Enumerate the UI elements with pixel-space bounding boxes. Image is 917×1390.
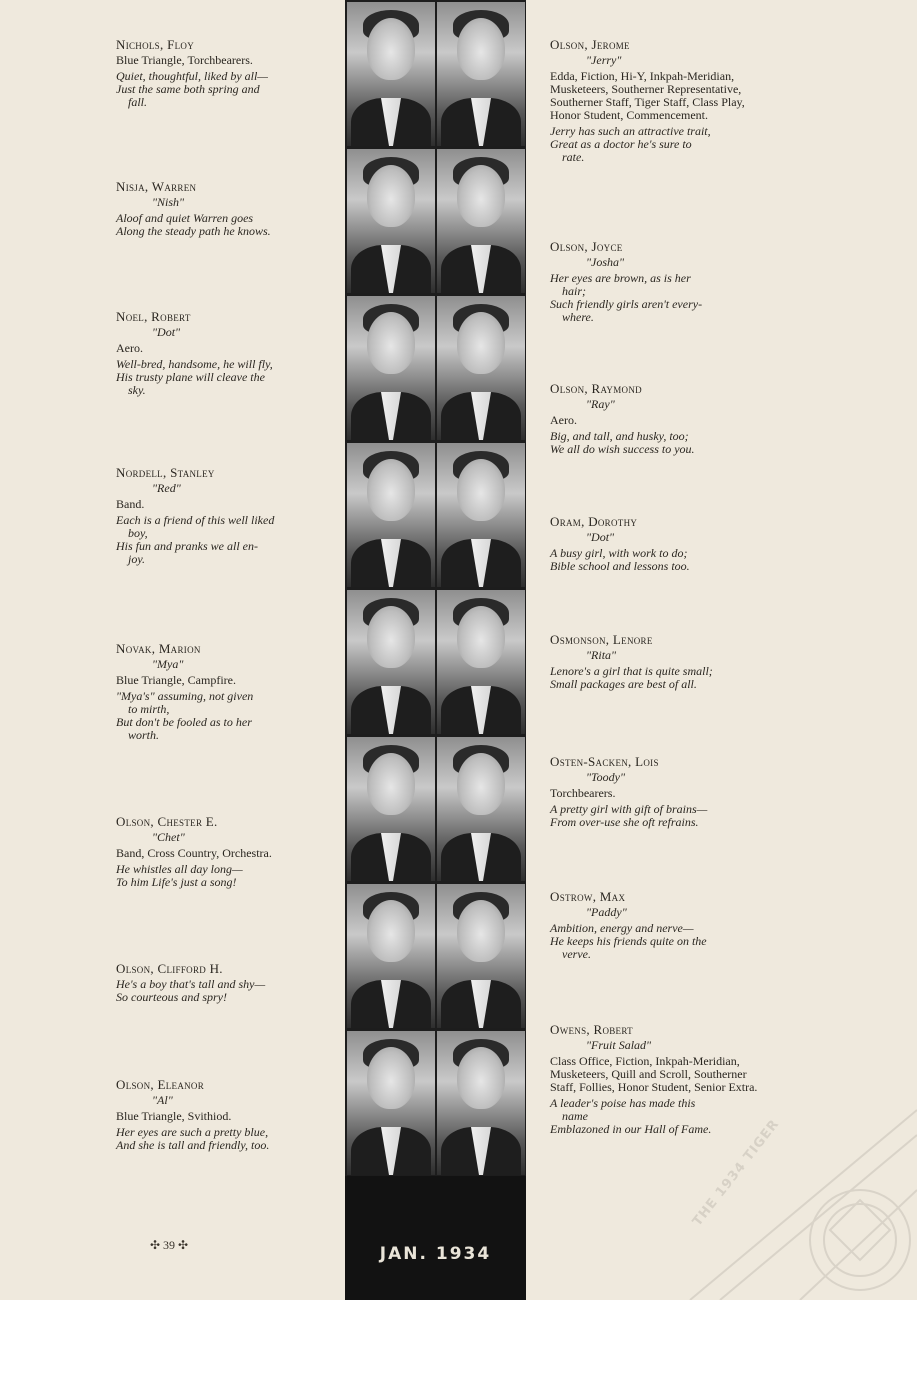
student-nickname: "Fruit Salad" — [586, 1038, 652, 1052]
student-portrait — [347, 884, 435, 1028]
student-verse — [550, 1097, 762, 1136]
verse-line: His fun and pranks we all en- — [116, 539, 258, 553]
student-verse — [550, 272, 762, 324]
student-name: Olson, Clifford H. — [116, 961, 223, 976]
student-name: Osmonson, Lenore — [550, 632, 653, 647]
student-verse — [116, 358, 326, 397]
student-name: Noel, Robert — [116, 309, 191, 324]
student-entry — [550, 240, 762, 324]
student-verse — [116, 863, 326, 889]
watermark-text: THE 1934 TIGER — [690, 1116, 783, 1230]
date-plate-text: JAN. 1934 — [379, 1244, 492, 1264]
verse-line: fall. — [128, 95, 148, 109]
student-portrait — [347, 2, 435, 146]
student-verse — [116, 70, 326, 109]
student-activities: Blue Triangle, Torchbearers. — [116, 53, 253, 67]
student-name: Owens, Robert — [550, 1022, 633, 1037]
student-nickname: "Rita" — [586, 648, 617, 662]
student-entry — [116, 38, 326, 109]
student-verse — [116, 212, 326, 238]
verse-line: A busy girl, with work to do; — [550, 546, 688, 560]
verse-line: We all do wish success to you. — [550, 442, 695, 456]
verse-line: Great as a doctor he's sure to — [550, 137, 692, 151]
student-portrait — [437, 1031, 525, 1175]
verse-line: boy, — [128, 526, 148, 540]
student-portrait — [347, 443, 435, 587]
student-entry — [550, 633, 762, 691]
student-entry — [116, 1078, 326, 1152]
verse-line: So courteous and spry! — [116, 990, 227, 1004]
student-activities: Torchbearers. — [550, 786, 616, 800]
verse-line: Ambition, energy and nerve— — [550, 921, 694, 935]
verse-line: Just the same both spring and — [116, 82, 260, 96]
student-name: Nordell, Stanley — [116, 465, 215, 480]
student-nickname: "Red" — [152, 481, 181, 495]
verse-line: Each is a friend of this well liked — [116, 513, 275, 527]
student-portrait — [347, 296, 435, 440]
student-verse — [550, 922, 762, 961]
student-activities: Edda, Fiction, Hi-Y, Inkpah-Meridian, Musketeers, Southerner Representative, Southerner Staff, Tiger Staff, Class Play, Honor Student, Commencement. — [550, 69, 745, 122]
verse-line: Aloof and quiet Warren goes — [116, 211, 254, 225]
student-portrait — [437, 149, 525, 293]
student-verse — [550, 125, 762, 164]
verse-line: He's a boy that's tall and shy— — [116, 977, 266, 991]
student-entry — [116, 962, 326, 1004]
student-portrait — [437, 2, 525, 146]
verse-line: Such friendly girls aren't every- — [550, 297, 703, 311]
verse-line: Jerry has such an attractive trait, — [550, 124, 711, 138]
student-name: Nichols, Floy — [116, 37, 195, 52]
verse-line: From over-use she oft refrains. — [550, 815, 699, 829]
student-nickname: "Al" — [152, 1093, 173, 1107]
verse-line: Bible school and lessons too. — [550, 559, 690, 573]
student-portrait — [347, 149, 435, 293]
verse-line: His trusty plane will cleave the — [116, 370, 265, 384]
verse-line: joy. — [128, 552, 145, 566]
student-nickname: "Chet" — [152, 830, 185, 844]
student-entry — [116, 466, 326, 566]
student-portrait — [437, 590, 525, 734]
student-nickname: "Ray" — [586, 397, 615, 411]
student-activities: Band. — [116, 497, 145, 511]
student-portrait — [347, 590, 435, 734]
student-name: Olson, Jerome — [550, 37, 630, 52]
student-nickname: "Dot" — [586, 530, 615, 544]
student-nickname: "Mya" — [152, 657, 184, 671]
student-nickname: "Toody" — [586, 770, 625, 784]
student-name: Novak, Marion — [116, 641, 201, 656]
verse-line: Quiet, thoughtful, liked by all— — [116, 69, 268, 83]
student-portrait — [347, 737, 435, 881]
verse-line: Small packages are best of all. — [550, 677, 697, 691]
student-activities: Blue Triangle, Svithiod. — [116, 1109, 232, 1123]
student-verse — [116, 978, 326, 1004]
verse-line: verve. — [562, 947, 591, 961]
student-name: Olson, Raymond — [550, 381, 642, 396]
student-name: Olson, Eleanor — [116, 1077, 205, 1092]
verse-line: Big, and tall, and husky, too; — [550, 429, 689, 443]
student-activities: Blue Triangle, Campfire. — [116, 673, 236, 687]
verse-line: He whistles all day long— — [116, 862, 243, 876]
verse-line: Emblazoned in our Hall of Fame. — [550, 1122, 712, 1136]
student-entry — [550, 1023, 762, 1136]
student-verse — [550, 430, 762, 456]
verse-line: But don't be fooled as to her — [116, 715, 252, 729]
verse-line: Lenore's a girl that is quite small; — [550, 664, 713, 678]
student-verse — [116, 690, 326, 742]
student-nickname: "Jerry" — [586, 53, 622, 67]
student-verse — [550, 665, 762, 691]
student-name: Olson, Joyce — [550, 239, 623, 254]
student-entry — [550, 890, 762, 961]
verse-line: He keeps his friends quite on the — [550, 934, 707, 948]
student-name: Osten-Sacken, Lois — [550, 754, 659, 769]
student-entry — [550, 515, 762, 573]
verse-line: worth. — [128, 728, 160, 742]
student-entry — [550, 382, 762, 456]
verse-line: Her eyes are such a pretty blue, — [116, 1125, 269, 1139]
student-entry — [550, 38, 762, 164]
verse-line: Well-bred, handsome, he will fly, — [116, 357, 273, 371]
student-activities: Aero. — [550, 413, 577, 427]
student-verse — [116, 1126, 326, 1152]
verse-line: where. — [562, 310, 594, 324]
student-portrait — [437, 443, 525, 587]
verse-line: hair; — [562, 284, 586, 298]
student-entry — [116, 642, 326, 742]
page-number: ✣ 39 ✣ — [150, 1238, 189, 1252]
student-activities: Aero. — [116, 341, 143, 355]
student-activities: Band, Cross Country, Orchestra. — [116, 846, 272, 860]
student-entry — [116, 815, 326, 889]
student-verse — [116, 514, 326, 566]
student-portrait — [437, 884, 525, 1028]
verse-line: to mirth, — [128, 702, 170, 716]
student-name: Oram, Dorothy — [550, 514, 638, 529]
student-portrait — [437, 296, 525, 440]
student-entry — [116, 310, 326, 397]
verse-line: Her eyes are brown, as is her — [550, 271, 691, 285]
verse-line: sky. — [128, 383, 146, 397]
student-activities: Class Office, Fiction, Inkpah-Meridian, Musketeers, Quill and Scroll, Southerner Staff, Follies, Honor Student, Senior Extra. — [550, 1054, 758, 1094]
verse-line: Along the steady path he knows. — [116, 224, 271, 238]
verse-line: And she is tall and friendly, too. — [116, 1138, 270, 1152]
verse-line: To him Life's just a song! — [116, 875, 237, 889]
student-nickname: "Dot" — [152, 325, 181, 339]
verse-line: name — [562, 1109, 588, 1123]
student-verse — [550, 803, 762, 829]
verse-line: A leader's poise has made this — [550, 1096, 696, 1110]
date-plate — [345, 1176, 526, 1300]
student-verse — [550, 547, 762, 573]
student-name: Nisja, Warren — [116, 179, 197, 194]
student-entry — [550, 755, 762, 829]
student-nickname: "Nish" — [152, 195, 185, 209]
student-nickname: "Josha" — [586, 255, 625, 269]
student-entry — [116, 180, 326, 238]
verse-line: A pretty girl with gift of brains— — [550, 802, 708, 816]
student-portrait — [347, 1031, 435, 1175]
student-portrait — [437, 737, 525, 881]
student-name: Olson, Chester E. — [116, 814, 218, 829]
student-nickname: "Paddy" — [586, 905, 627, 919]
verse-line: "Mya's" assuming, not given — [116, 689, 254, 703]
student-name: Ostrow, Max — [550, 889, 626, 904]
verse-line: rate. — [562, 150, 585, 164]
